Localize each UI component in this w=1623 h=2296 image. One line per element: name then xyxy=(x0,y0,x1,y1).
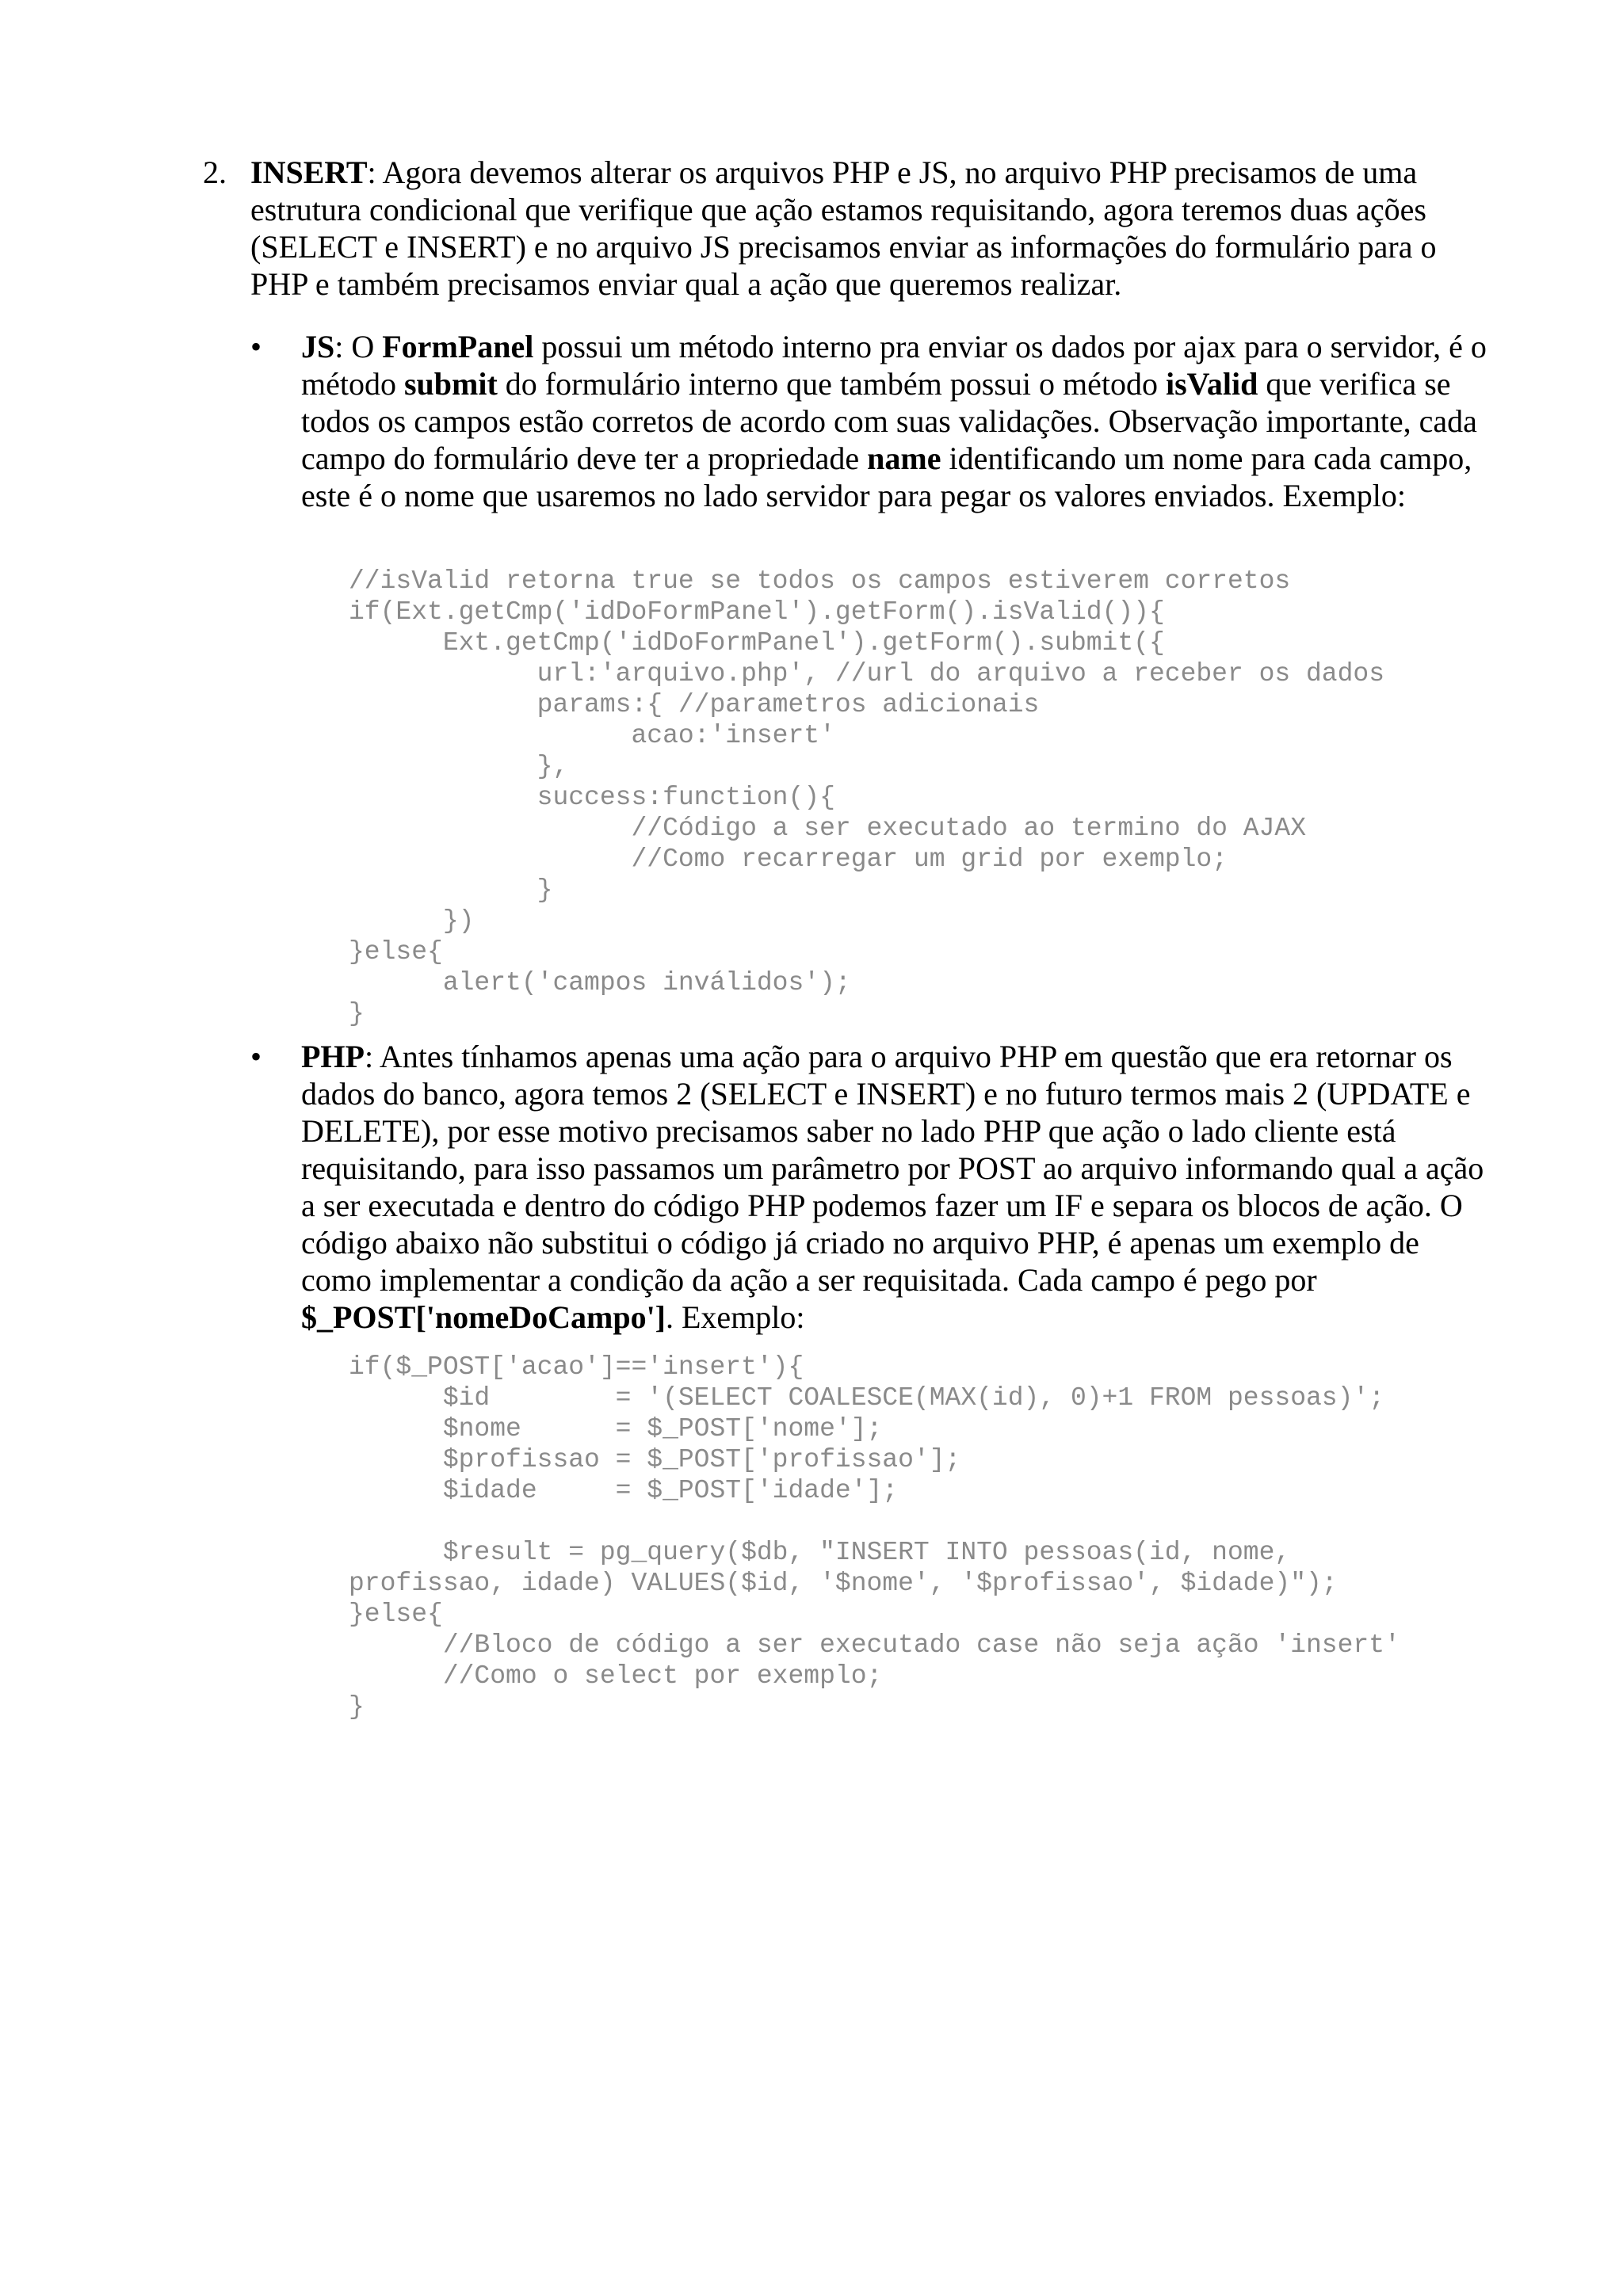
php-paragraph xyxy=(301,1038,1490,1336)
php-text-1: : Antes tínhamos apenas uma ação para o arquivo PHP em questão que era retornar os dados do banco, agora temos 2 (SELECT e INSERT) e no futuro termos mais 2 (UPDATE e DELETE), por esse motivo precisamos saber no lado PHP que ação o lado cliente está requisitando, para isso passamos um parâmetro por POST ao arquivo informando qual a ação a ser executada e dentro do código PHP podemos fazer um IF e separa os blocos de ação. O código abaixo não substitui o código já criado no arquivo PHP, é apenas um exemplo de como implementar a condição da ação a ser requisitada. Cada campo é pego por xyxy=(301,1039,1484,1298)
post-field-term: $_POST['nomeDoCampo'] xyxy=(301,1299,666,1335)
php-code-block: if($_POST['acao']=='insert'){ $id = '(SELECT COALESCE(MAX(id), 0)+1 FROM pessoas)'; $nome = $_POST['nome']; $profissao = $_POST['profissao']; $idade = $_POST['idade']; $result = pg_query($db, "INSERT INTO pessoas(id, nome, profissao, idade) VALUES($id, '$nome', '$profissao', $idade)"); }else{ //Bloco de código a ser executado case não seja ação 'insert' //Como o select por exemplo; } xyxy=(349,1352,1400,1722)
php-term: PHP xyxy=(301,1039,365,1074)
js-text-3: do formulário interno que também possui o método xyxy=(497,366,1166,402)
js-text-2: possui um método interno pra enviar os dados por ajax para o servidor, é o método xyxy=(301,329,1487,402)
js-text-1: : O xyxy=(334,329,383,364)
name-term: name xyxy=(867,441,941,476)
insert-term: INSERT xyxy=(250,154,368,190)
list-number: 2. xyxy=(203,154,227,190)
js-term: JS xyxy=(301,329,335,364)
insert-text: : Agora devemos alterar os arquivos PHP e JS, no arquivo PHP precisamos de uma estrutura condicional que verifique que ação estamos requisitando, agora teremos duas ações (SELECT e INSERT) e no arquivo JS precisamos enviar as informações do formulário para o PHP e também precisamos enviar qual a ação que queremos realizar. xyxy=(250,154,1437,302)
submit-term: submit xyxy=(403,366,498,402)
js-code-block: //isValid retorna true se todos os campos estiverem corretos if(Ext.getCmp('idDoFormPanel').getForm().isValid()){ Ext.getCmp('idDoFormPanel').getForm().submit({ url:'arquivo.php', //url do arquivo a receber os dados params:{ //parametros adicionais acao:'insert' }, success:function(){ //Código a ser executado ao termino do AJAX //Como recarregar um grid por exemplo; } }) }else{ alert('campos inválidos'); } xyxy=(349,566,1385,1028)
formpanel-term: FormPanel xyxy=(382,329,534,364)
php-text-2: . Exemplo: xyxy=(666,1299,805,1335)
js-text-4: que verifica se todos os campos estão corretos de acordo com suas validações. Observação importante, cada campo do formulário deve ter a propriedade xyxy=(301,366,1477,476)
php-bullet-marker: • xyxy=(250,1039,262,1074)
insert-paragraph xyxy=(250,154,1487,303)
js-paragraph xyxy=(301,328,1490,514)
isvalid-term: isValid xyxy=(1165,366,1258,402)
js-bullet-marker: • xyxy=(250,329,262,364)
js-text-5: identificando um nome para cada campo, este é o nome que usaremos no lado servidor para pegar os valores enviados. Exemplo: xyxy=(301,441,1472,513)
